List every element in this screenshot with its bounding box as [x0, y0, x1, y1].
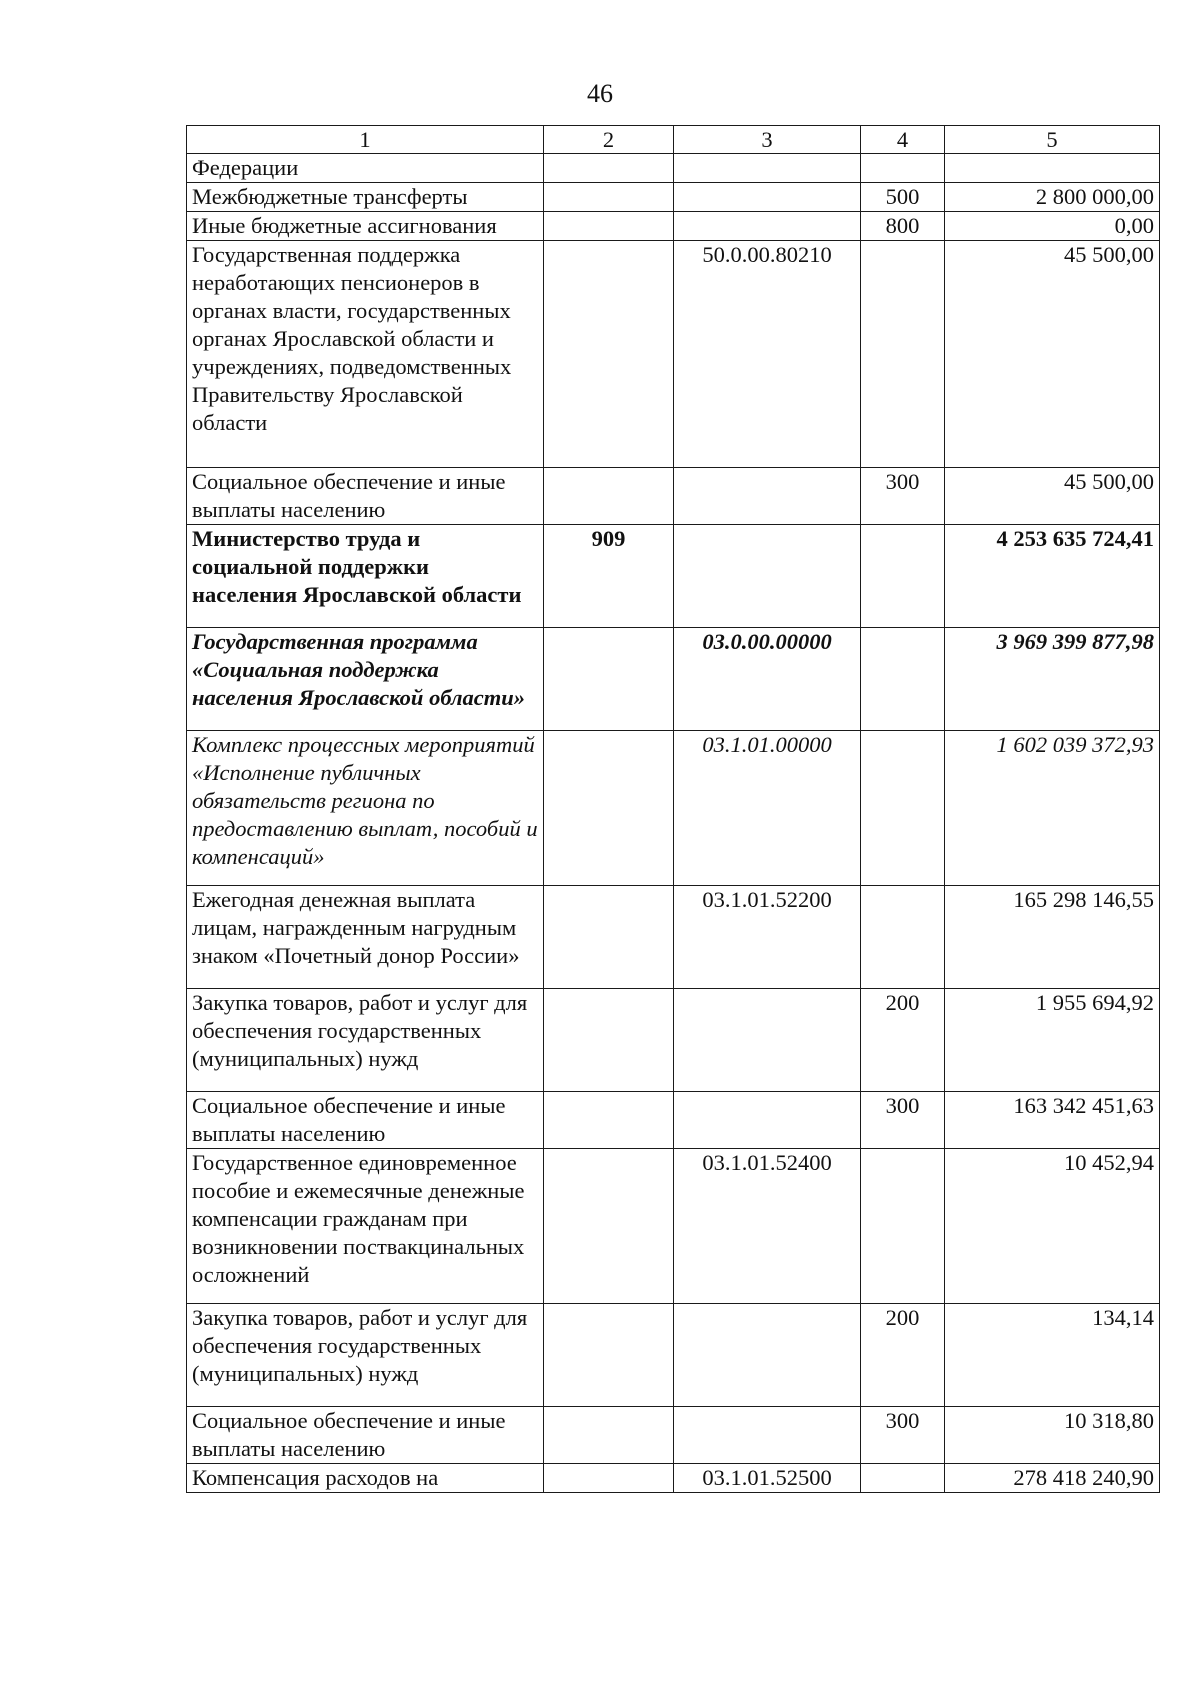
expense-type-code-cell	[861, 525, 945, 628]
header-cell-2: 2	[544, 126, 674, 154]
ministry-code-cell	[544, 468, 674, 525]
amount-cell: 3 969 399 877,98	[945, 628, 1160, 731]
amount-cell	[945, 154, 1160, 183]
row-label-cell: Комплекс процессных мероприятий «Исполнение публичных обязательств региона по предоставлению выплат, пособий и компенсаций»	[187, 731, 544, 886]
amount-cell: 0,00	[945, 212, 1160, 241]
expense-type-code-cell: 200	[861, 1304, 945, 1407]
ministry-code-cell	[544, 1464, 674, 1493]
ministry-code-cell	[544, 886, 674, 989]
ministry-code-cell	[544, 212, 674, 241]
table-row	[187, 989, 1160, 1092]
amount-cell: 10 452,94	[945, 1149, 1160, 1304]
table-row	[187, 241, 1160, 468]
row-label-cell: Социальное обеспечение и иные выплаты населению	[187, 1092, 544, 1149]
expense-type-code-cell: 300	[861, 1407, 945, 1464]
table-row	[187, 1149, 1160, 1304]
table-header-row	[187, 126, 1160, 154]
target-article-code-cell: 50.0.00.80210	[674, 241, 861, 468]
amount-cell: 1 955 694,92	[945, 989, 1160, 1092]
expense-type-code-cell	[861, 1149, 945, 1304]
target-article-code-cell: 03.1.01.52200	[674, 886, 861, 989]
ministry-code-cell	[544, 154, 674, 183]
target-article-code-cell	[674, 212, 861, 241]
ministry-code-cell	[544, 1407, 674, 1464]
row-label-cell: Компенсация расходов на	[187, 1464, 544, 1493]
table-row	[187, 731, 1160, 886]
header-cell-3: 3	[674, 126, 861, 154]
expense-type-code-cell	[861, 1464, 945, 1493]
target-article-code-cell	[674, 1304, 861, 1407]
ministry-code-cell	[544, 1149, 674, 1304]
budget-table	[186, 125, 1160, 1493]
row-label-cell: Государственная программа «Социальная поддержка населения Ярославской области»	[187, 628, 544, 731]
row-label-cell: Государственная поддержка неработающих пенсионеров в органах власти, государственных органах Ярославской области и учреждениях, подведомственных Правительству Ярославской области	[187, 241, 544, 468]
ministry-code-cell	[544, 1304, 674, 1407]
table-row	[187, 468, 1160, 525]
amount-cell: 2 800 000,00	[945, 183, 1160, 212]
target-article-code-cell	[674, 1092, 861, 1149]
amount-cell: 278 418 240,90	[945, 1464, 1160, 1493]
expense-type-code-cell: 200	[861, 989, 945, 1092]
amount-cell: 165 298 146,55	[945, 886, 1160, 989]
page-number: 46	[587, 79, 613, 108]
amount-cell: 1 602 039 372,93	[945, 731, 1160, 886]
row-label-cell: Иные бюджетные ассигнования	[187, 212, 544, 241]
ministry-code-cell	[544, 731, 674, 886]
expense-type-code-cell: 500	[861, 183, 945, 212]
expense-type-code-cell	[861, 241, 945, 468]
table-row	[187, 525, 1160, 628]
expense-type-code-cell	[861, 731, 945, 886]
row-label-cell: Межбюджетные трансферты	[187, 183, 544, 212]
target-article-code-cell	[674, 525, 861, 628]
target-article-code-cell	[674, 989, 861, 1092]
expense-type-code-cell	[861, 154, 945, 183]
row-label-cell: Социальное обеспечение и иные выплаты населению	[187, 468, 544, 525]
expense-type-code-cell	[861, 628, 945, 731]
header-cell-1: 1	[187, 126, 544, 154]
amount-cell: 45 500,00	[945, 241, 1160, 468]
table-row	[187, 1407, 1160, 1464]
expense-type-code-cell	[861, 886, 945, 989]
ministry-code-cell	[544, 241, 674, 468]
table-row	[187, 212, 1160, 241]
amount-cell: 45 500,00	[945, 468, 1160, 525]
ministry-code-cell	[544, 989, 674, 1092]
target-article-code-cell: 03.0.00.00000	[674, 628, 861, 731]
row-label-cell: Ежегодная денежная выплата лицам, награжденным нагрудным знаком «Почетный донор России»	[187, 886, 544, 989]
row-label-cell: Закупка товаров, работ и услуг для обеспечения государственных (муниципальных) нужд	[187, 1304, 544, 1407]
row-label-cell: Государственное единовременное пособие и ежемесячные денежные компенсации гражданам при возникновении поствакцинальных осложнений	[187, 1149, 544, 1304]
table-row	[187, 1092, 1160, 1149]
target-article-code-cell	[674, 154, 861, 183]
ministry-code-cell: 909	[544, 525, 674, 628]
table-row	[187, 886, 1160, 989]
target-article-code-cell: 03.1.01.52500	[674, 1464, 861, 1493]
amount-cell: 163 342 451,63	[945, 1092, 1160, 1149]
amount-cell: 10 318,80	[945, 1407, 1160, 1464]
amount-cell: 134,14	[945, 1304, 1160, 1407]
target-article-code-cell: 03.1.01.52400	[674, 1149, 861, 1304]
table-row	[187, 183, 1160, 212]
table-row	[187, 1464, 1160, 1493]
header-cell-5: 5	[945, 126, 1160, 154]
row-label-cell: Закупка товаров, работ и услуг для обеспечения государственных (муниципальных) нужд	[187, 989, 544, 1092]
target-article-code-cell	[674, 468, 861, 525]
target-article-code-cell	[674, 183, 861, 212]
expense-type-code-cell: 300	[861, 468, 945, 525]
expense-type-code-cell: 800	[861, 212, 945, 241]
target-article-code-cell: 03.1.01.00000	[674, 731, 861, 886]
target-article-code-cell	[674, 1407, 861, 1464]
header-cell-4: 4	[861, 126, 945, 154]
table-row	[187, 154, 1160, 183]
ministry-code-cell	[544, 183, 674, 212]
expense-type-code-cell: 300	[861, 1092, 945, 1149]
amount-cell: 4 253 635 724,41	[945, 525, 1160, 628]
ministry-code-cell	[544, 1092, 674, 1149]
ministry-code-cell	[544, 628, 674, 731]
row-label-cell: Министерство труда и социальной поддержки населения Ярославской области	[187, 525, 544, 628]
row-label-cell: Федерации	[187, 154, 544, 183]
row-label-cell: Социальное обеспечение и иные выплаты населению	[187, 1407, 544, 1464]
table-row	[187, 628, 1160, 731]
table-row	[187, 1304, 1160, 1407]
